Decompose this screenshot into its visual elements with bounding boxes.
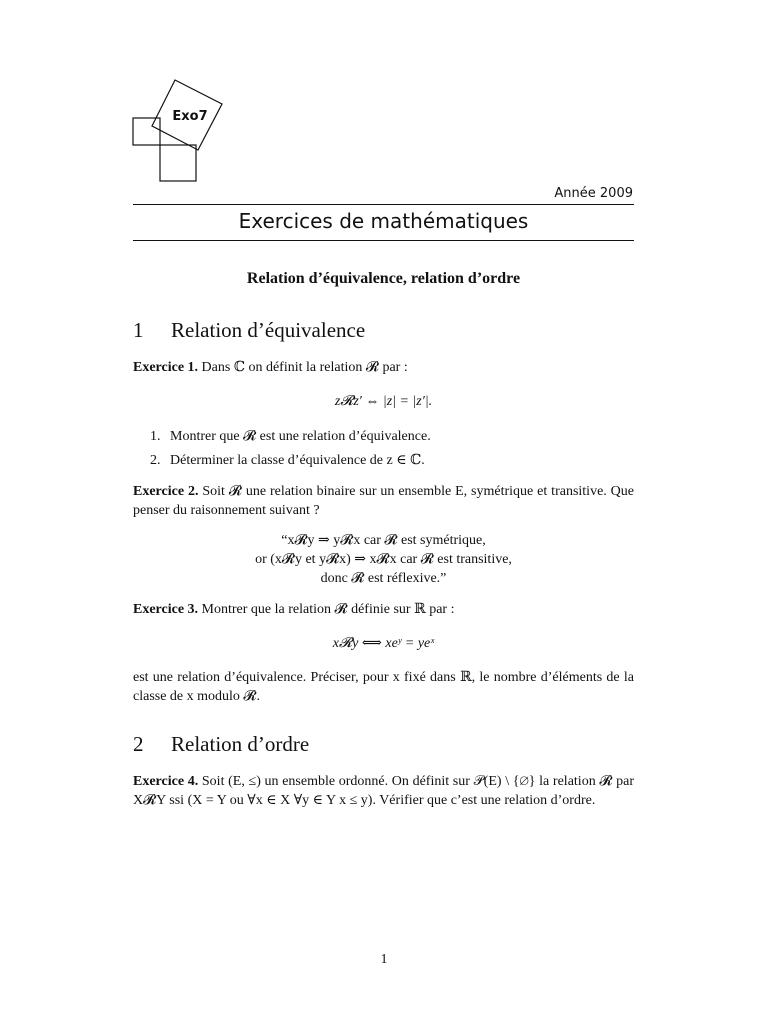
section-heading-2 xyxy=(133,732,309,757)
exercise-4-text xyxy=(133,772,634,810)
exercise-1-intro xyxy=(133,358,634,377)
logo-text: Exo7 xyxy=(172,109,208,124)
quote-line: or (x𝓡y et y𝓡x) ⇒ x𝓡x car 𝓡 est transitive, xyxy=(255,552,512,567)
exercise-1-formula xyxy=(133,392,634,411)
bottom-rule xyxy=(133,240,634,241)
formula: x𝓡y ⟺ xeʸ = yeˣ xyxy=(332,636,435,651)
section-heading-1 xyxy=(133,318,365,343)
exercise-text: Soit 𝓡 une relation binaire sur un ensemble E, symétrique et transitive. Que penser du raisonnement suivant ? xyxy=(133,484,635,518)
section-title: Relation d’ordre xyxy=(171,732,310,756)
exercise-3-text: est une relation d’équivalence. Préciser, pour x fixé dans ℝ, le nombre d’éléments de la classe de x modulo 𝓡. xyxy=(133,670,634,704)
exo7-logo xyxy=(130,78,230,188)
quote-line: donc 𝓡 est réflexive.” xyxy=(320,571,447,586)
item-number: 1. xyxy=(150,429,161,444)
top-rule xyxy=(133,204,634,205)
quote-line: “x𝓡y ⇒ y𝓡x car 𝓡 est symétrique, xyxy=(281,533,486,548)
exercise-label: Exercice 4. xyxy=(133,774,199,789)
list-item xyxy=(150,451,425,470)
exercise-label: Exercice 1. xyxy=(133,360,199,375)
page-title: Exercices de mathématiques xyxy=(238,209,529,233)
exercise-text: Soit (E, ≤) un ensemble ordonné. On définit sur 𝒫(E) \ {∅} la relation 𝓡 par X𝓡Y ssi (X = Y ou ∀x ∈ X ∀y ∈ Y x ≤ y). Vérifier que c’est une relation d’ordre. xyxy=(133,774,634,808)
section-number: 1 xyxy=(133,318,144,342)
item-text: Montrer que 𝓡 est une relation d’équivalence. xyxy=(170,429,431,444)
exercise-text: Dans ℂ on définit la relation 𝓡 par : xyxy=(201,360,408,375)
page-number: 1 xyxy=(380,952,388,967)
exercise-2-text xyxy=(133,482,634,520)
exercise-3-intro xyxy=(133,600,634,619)
list-item xyxy=(150,427,431,446)
exercise-label: Exercice 3. xyxy=(133,602,199,617)
exercise-text: Montrer que la relation 𝓡 définie sur ℝ par : xyxy=(201,602,455,617)
year-label: Année 2009 xyxy=(554,186,633,201)
item-number: 2. xyxy=(150,453,161,468)
item-text: Déterminer la classe d’équivalence de z ∈ ℂ. xyxy=(170,453,425,468)
section-title: Relation d’équivalence xyxy=(171,318,366,342)
formula: z𝓡z′ ⇔ |z| = |z′|. xyxy=(334,394,433,409)
section-number: 2 xyxy=(133,732,144,756)
exercise-label: Exercice 2. xyxy=(133,484,199,499)
sheet-subtitle: Relation d’équivalence, relation d’ordre xyxy=(246,270,521,287)
exercise-3-formula xyxy=(133,634,634,653)
